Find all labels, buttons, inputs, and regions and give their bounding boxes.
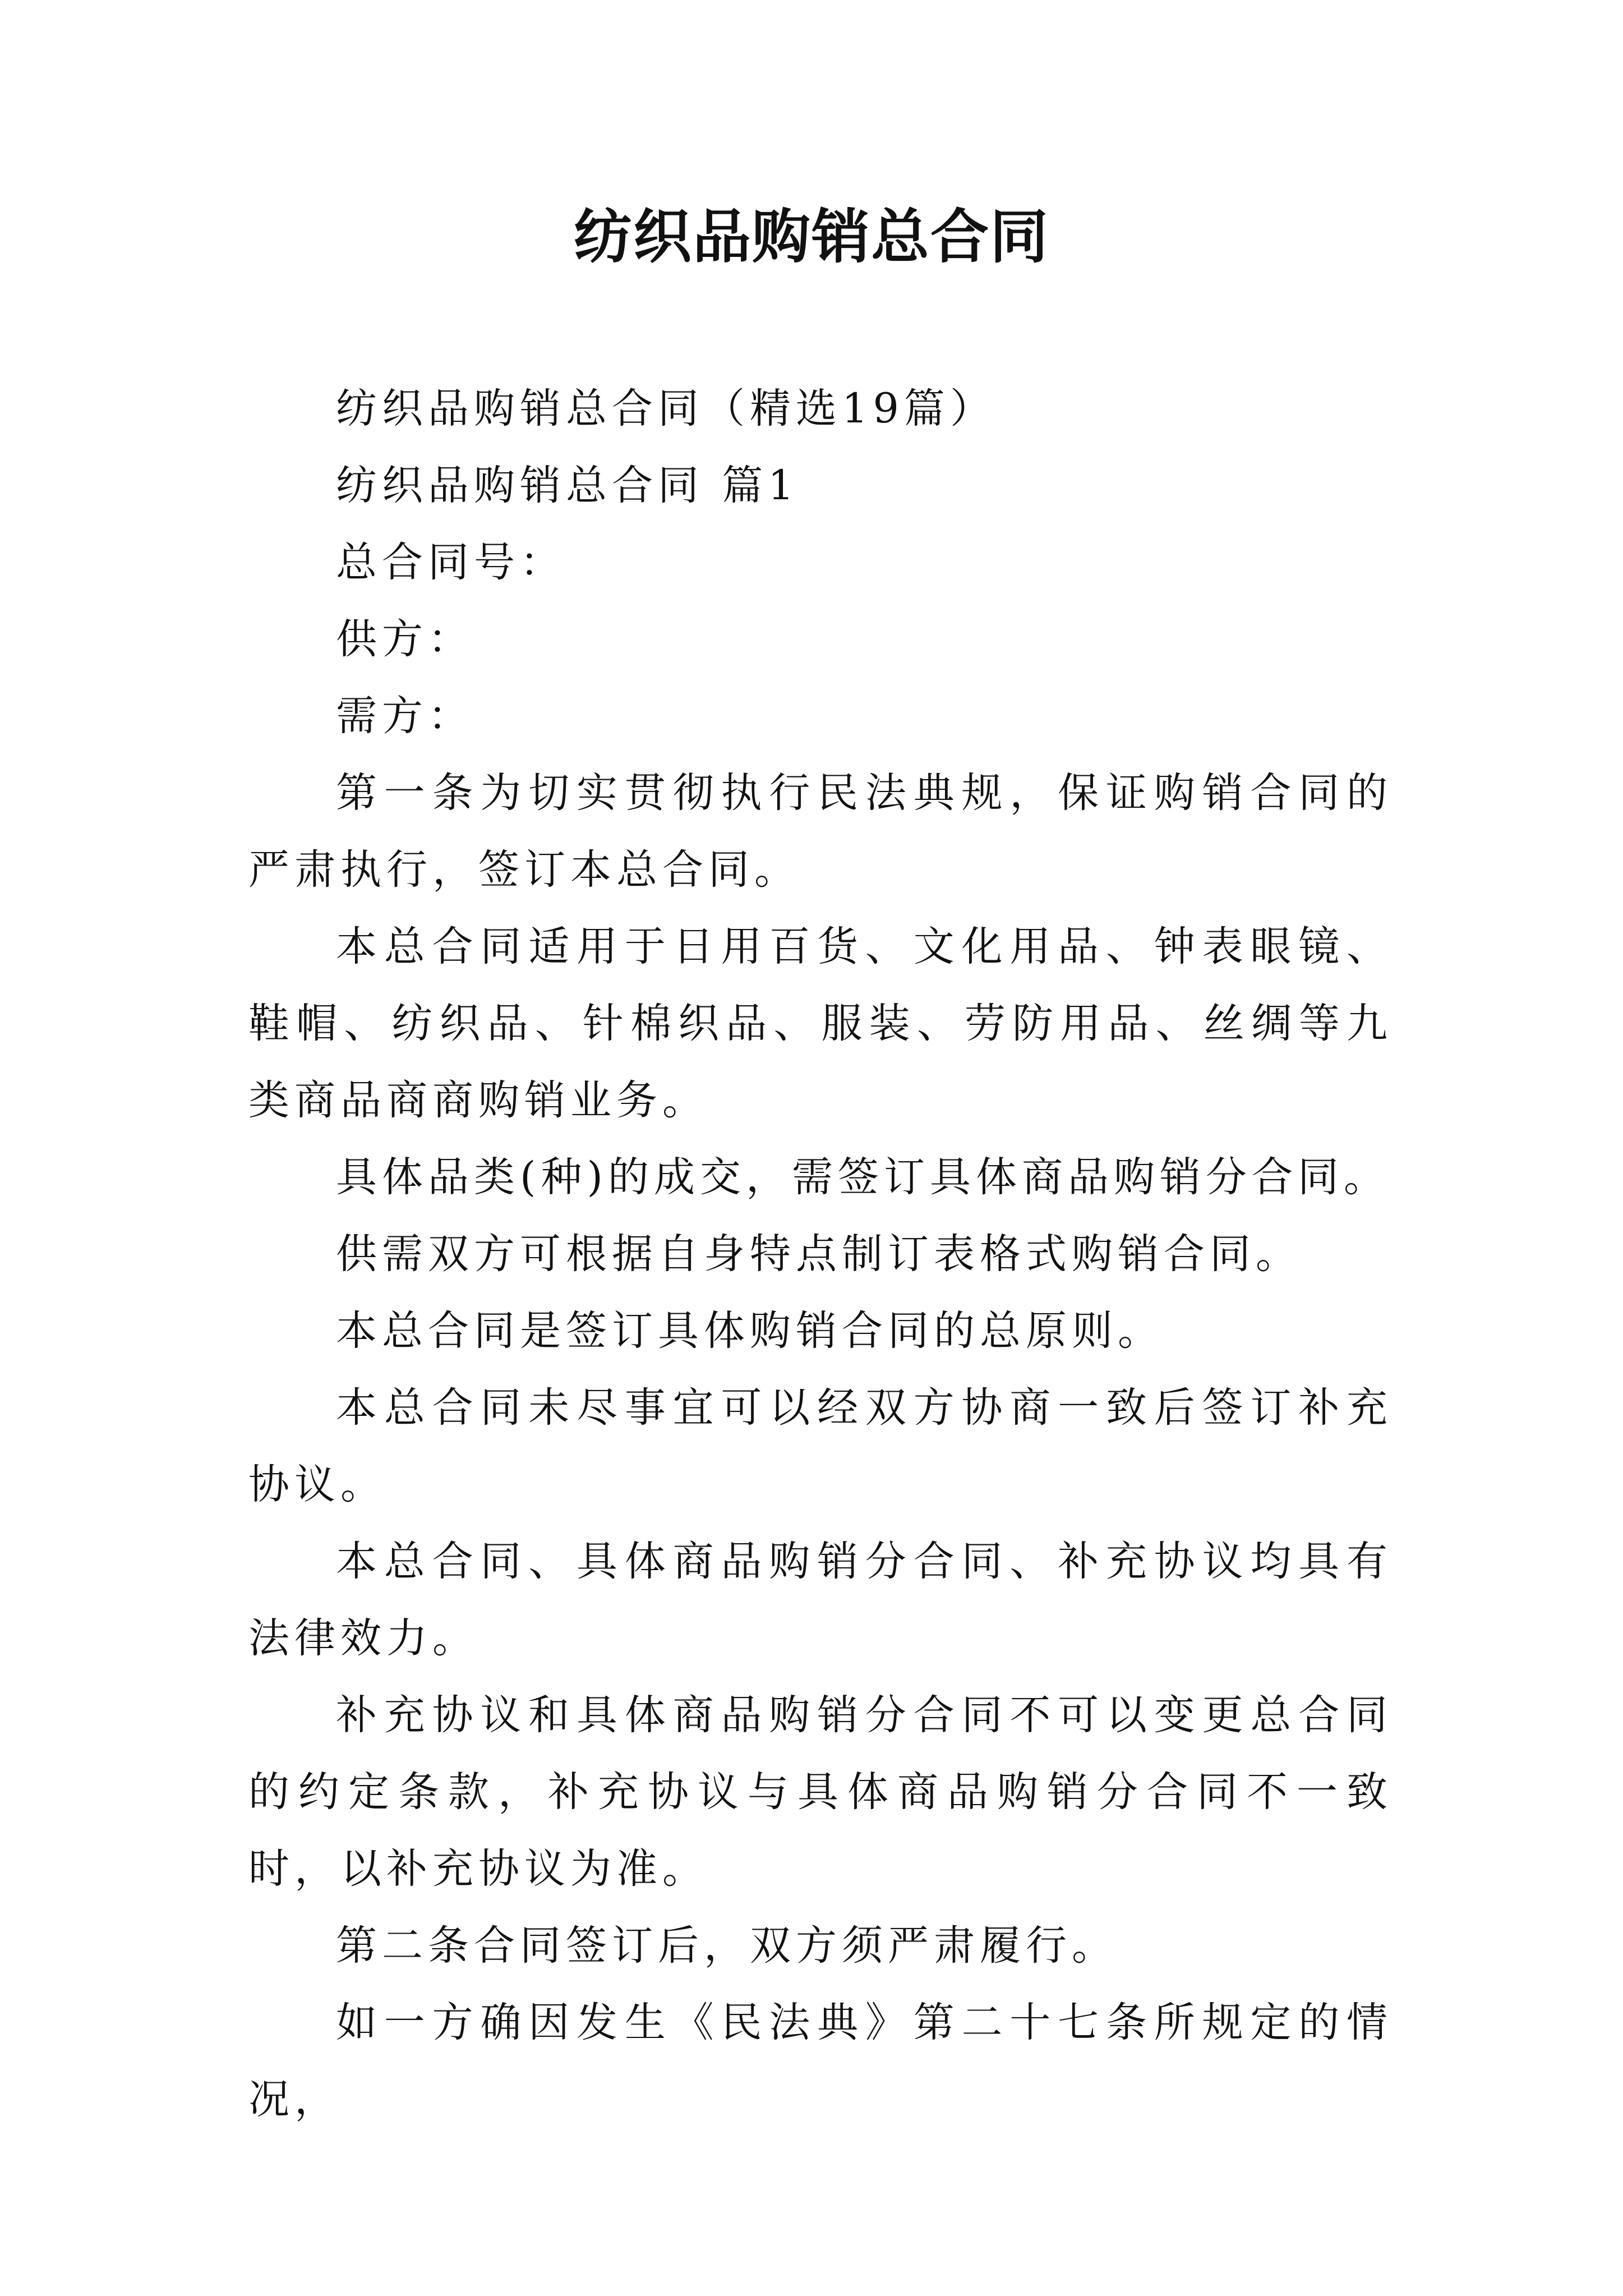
paragraph-article-1: 第一条为切实贯彻执行民法典规，保证购销合同的严肃执行，签订本总合同。 <box>248 769 1393 894</box>
paragraph-supplementary: 本总合同未尽事宜可以经双方协商一致后签订补充协议。 <box>248 1384 1393 1508</box>
paragraph-buyer: 需方： <box>336 692 474 740</box>
paragraph-legal-effect: 本总合同、具体商品购销分合同、补充协议均具有法律效力。 <box>248 1538 1393 1662</box>
paragraph-subtitle: 纺织品购销总合同（精选19篇） <box>336 385 996 432</box>
paragraph-scope: 本总合同适用于日用百货、文化用品、钟表眼镜、鞋帽、纺织品、针棉织品、服装、劳防用品、丝绸等九类商品商商购销业务。 <box>248 923 1393 1124</box>
document-title: 纺织品购销总合同 <box>573 202 1049 271</box>
document-body <box>248 370 1393 2138</box>
paragraph-sub-contracts: 具体品类(种)的成交，需签订具体商品购销分合同。 <box>336 1153 1390 1201</box>
paragraph-general-principle: 本总合同是签订具体购销合同的总原则。 <box>336 1307 1164 1355</box>
paragraph-section-heading: 纺织品购销总合同 篇1 <box>336 462 799 509</box>
paragraph-supplier: 供方： <box>336 615 474 663</box>
paragraph-force-majeure: 如一方确因发生《民法典》第二十七条所规定的情况， <box>248 1999 1393 2123</box>
paragraph-contract-number: 总合同号： <box>336 539 566 586</box>
paragraph-article-2: 第二条合同签订后，双方须严肃履行。 <box>336 1922 1118 1970</box>
paragraph-precedence: 补充协议和具体商品购销分合同不可以变更总合同的约定条款，补充协议与具体商品购销分合同不一致时，以补充协议为准。 <box>248 1691 1393 1893</box>
paragraph-table-format: 供需双方可根据自身特点制订表格式购销合同。 <box>336 1230 1302 1278</box>
